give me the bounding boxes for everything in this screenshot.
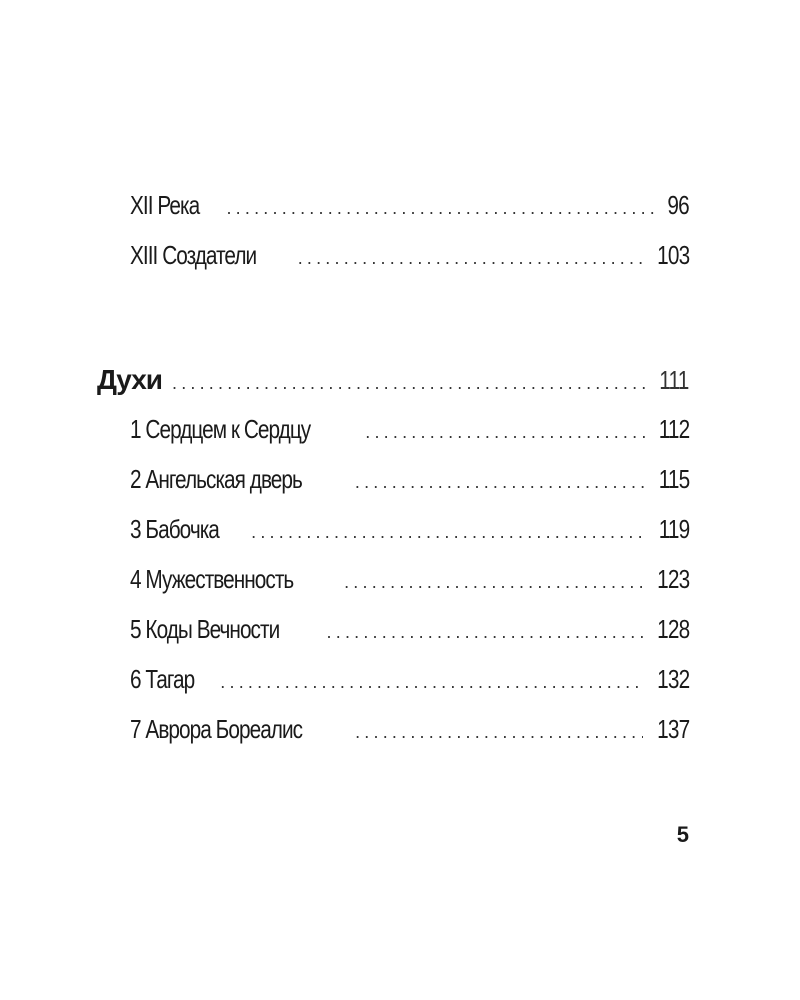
toc-entry-page: 96 (667, 190, 689, 220)
toc-entry-title: XII Река (130, 190, 200, 220)
toc-entry-2 (130, 464, 689, 495)
toc-entry-3 (130, 514, 689, 545)
dot-leader (355, 472, 645, 493)
section-title: Духи (97, 364, 162, 395)
dot-leader (298, 248, 643, 269)
dot-leader (251, 522, 644, 543)
dot-leader (226, 198, 656, 219)
toc-entry-page: 128 (656, 614, 689, 644)
toc-section-heading (97, 364, 689, 396)
toc-entry-7 (130, 714, 689, 745)
toc-entry-title: 3 Бабочка (130, 514, 219, 544)
section-page: 111 (659, 365, 689, 395)
toc-entry-1 (130, 414, 689, 445)
toc-entry-page: 103 (656, 240, 689, 270)
toc-entry-xiii (130, 240, 689, 271)
dot-leader (327, 622, 643, 643)
toc-entry-title: 5 Коды Вечности (130, 614, 280, 644)
toc-entry-page: 112 (658, 414, 689, 444)
dot-leader (220, 672, 642, 693)
toc-entry-title: 6 Тагар (130, 664, 195, 694)
dot-leader (355, 722, 643, 743)
dot-leader (365, 422, 644, 443)
toc-entry-title: 7 Аврора Бореалис (130, 714, 303, 744)
toc-entry-title: 4 Мужественность (130, 564, 294, 594)
dot-leader (344, 572, 643, 593)
toc-entry-page: 137 (656, 714, 689, 744)
toc-entry-page: 115 (658, 464, 689, 494)
toc-entry-5 (130, 614, 689, 645)
toc-entry-page: 119 (658, 514, 689, 544)
toc-entry-4 (130, 564, 689, 595)
dot-leader (172, 373, 646, 394)
toc-entry-xii (130, 190, 689, 221)
toc-entry-page: 123 (656, 564, 689, 594)
page-number: 5 (676, 822, 689, 847)
toc-entry-page: 132 (656, 664, 689, 694)
toc-entry-6 (130, 664, 689, 695)
toc-entry-title: 1 Сердцем к Сердцу (130, 414, 311, 444)
toc-entry-title: XIII Создатели (130, 240, 257, 270)
toc-entry-title: 2 Ангельская дверь (130, 464, 302, 494)
